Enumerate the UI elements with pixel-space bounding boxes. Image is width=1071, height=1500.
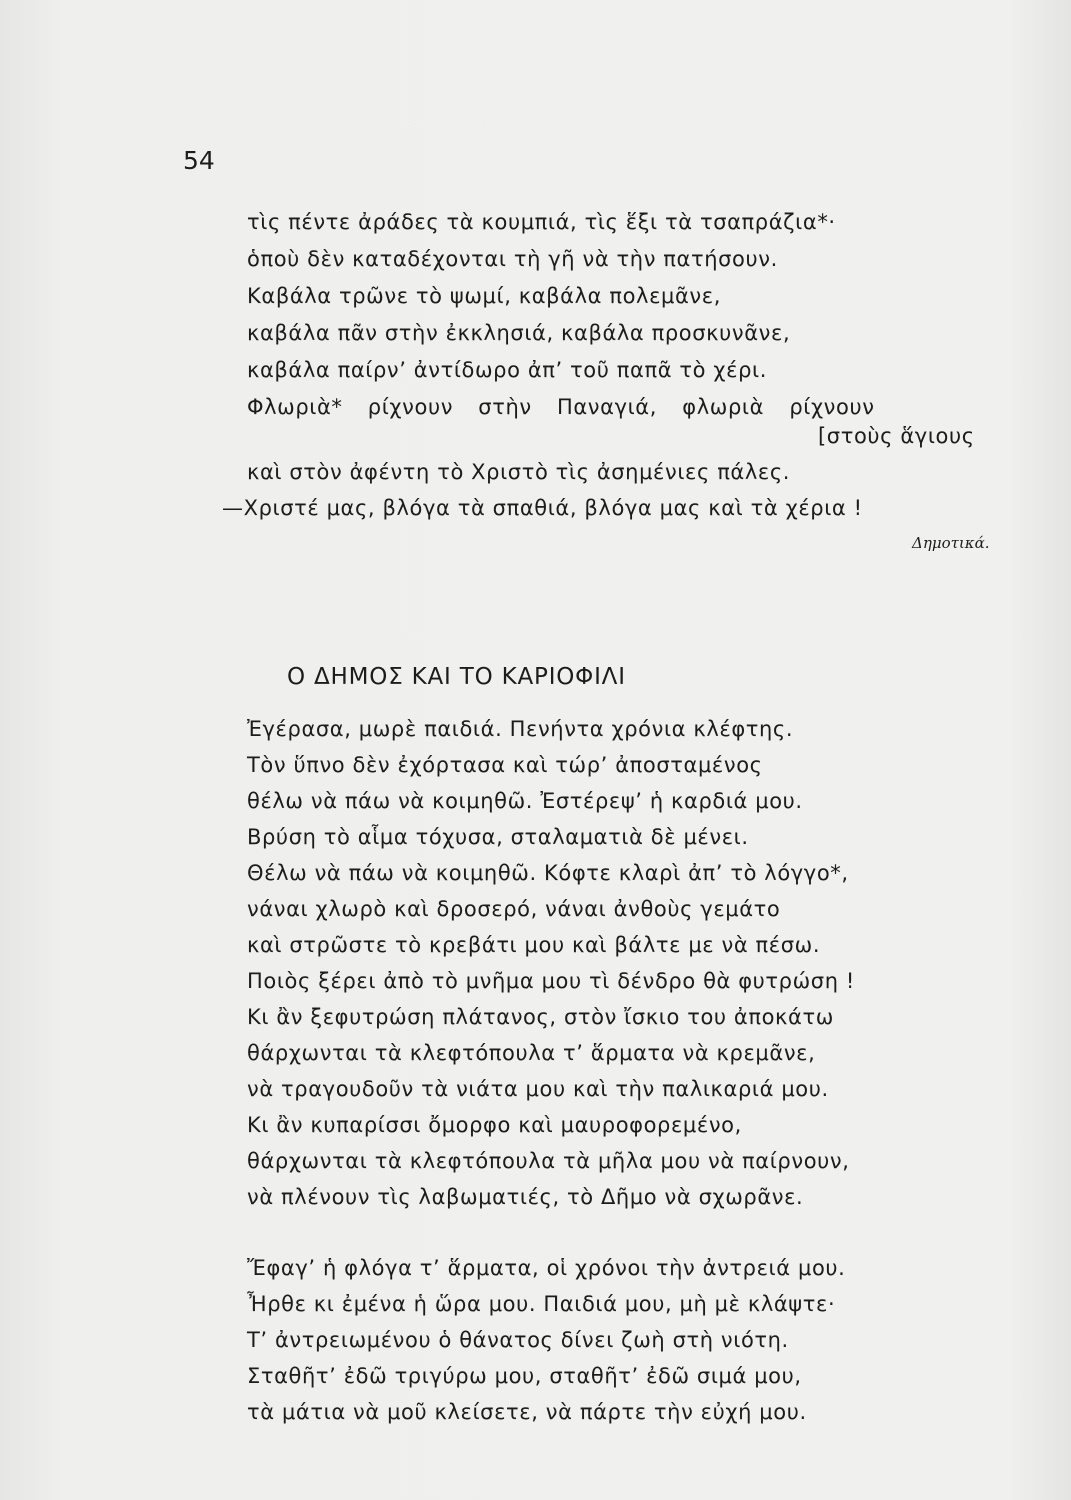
verse-line: Κι ἂν ξεφυτρώση πλάτανος, στὸν ἴσκιο του ἀποκάτω — [247, 1005, 834, 1029]
verse-line: Φλωριὰ* ρίχνουν στὴν Παναγιά, φλωριὰ ρίχνουν — [247, 395, 875, 419]
verse-line: καβάλα παίρν’ ἀντίδωρο ἀπ’ τοῦ παπᾶ τὸ χέρι. — [247, 358, 767, 382]
verse-line: τὰ μάτια νὰ μοῦ κλείσετε, νὰ πάρτε τὴν εὐχή μου. — [247, 1400, 807, 1424]
verse-line: Κι ἂν κυπαρίσσι ὄμορφο καὶ μαυροφορεμένο, — [247, 1113, 742, 1137]
verse-line: Ἐγέρασα, μωρὲ παιδιά. Πενήντα χρόνια κλέφτης. — [247, 717, 794, 741]
verse-line: τὶς πέντε ἀράδες τὰ κουμπιά, τὶς ἕξι τὰ τσαπράζια*· — [247, 210, 836, 234]
verse-line: Σταθῆτ’ ἐδῶ τριγύρω μου, σταθῆτ’ ἐδῶ σιμά μου, — [247, 1364, 802, 1388]
verse-line: νὰ τραγουδοῦν τὰ νιάτα μου καὶ τὴν παλικαριά μου. — [247, 1077, 829, 1101]
verse-line: καὶ στὸν ἀφέντη τὸ Χριστὸ τὶς ἀσημένιες πάλες. — [247, 460, 791, 484]
verse-line-overflow: [στοὺς ἅγιους — [818, 424, 975, 448]
verse-line: θάρχωνται τὰ κλεφτόπουλα τ’ ἅρματα νὰ κρεμᾶνε, — [247, 1041, 816, 1065]
verse-line: νάναι χλωρὸ καὶ δροσερό, νάναι ἀνθοὺς γεμάτο — [247, 897, 781, 921]
verse-line: Θέλω νὰ πάω νὰ κοιμηθῶ. Κόφτε κλαρὶ ἀπ’ τὸ λόγγο*, — [247, 861, 849, 885]
poem-title: Ο ΔΗΜΟΣ ΚΑΙ ΤΟ ΚΑΡΙΟΦΙΛΙ — [287, 664, 626, 690]
verse-line: θάρχωνται τὰ κλεφτόπουλα τὰ μῆλα μου νὰ παίρνουν, — [247, 1149, 850, 1173]
verse-line: καβάλα πᾶν στὴν ἐκκλησιά, καβάλα προσκυνᾶνε, — [247, 321, 791, 345]
verse-line: ὁποὺ δὲν καταδέχονται τὴ γῆ νὰ τὴν πατήσουν. — [247, 247, 778, 271]
verse-line: —Χριστέ μας, βλόγα τὰ σπαθιά, βλόγα μας καὶ τὰ χέρια ! — [222, 496, 863, 520]
verse-line: νὰ πλένουν τὶς λαβωματιές, τὸ Δῆμο νὰ σχωρᾶνε. — [247, 1185, 804, 1209]
verse-line: θέλω νὰ πάω νὰ κοιμηθῶ. Ἐστέρεψ’ ἡ καρδιά μου. — [247, 789, 803, 813]
verse-line: Τὸν ὕπνο δὲν ἐχόρτασα καὶ τώρ’ ἀποσταμένος — [247, 753, 763, 777]
verse-line: Ποιὸς ξέρει ἀπὸ τὸ μνῆμα μου τὶ δένδρο θὰ φυτρώση ! — [247, 969, 855, 993]
page-number: 54 — [183, 146, 215, 175]
source-signature: Δημοτικά. — [912, 534, 990, 552]
verse-line: Τ’ ἀντρειωμένου ὁ θάνατος δίνει ζωὴ στὴ νιότη. — [247, 1328, 789, 1352]
verse-line: Καβάλα τρῶνε τὸ ψωμί, καβάλα πολεμᾶνε, — [247, 284, 721, 308]
verse-line: Βρύση τὸ αἷμα τόχυσα, σταλαματιὰ δὲ μένει. — [247, 825, 749, 849]
verse-line: καὶ στρῶστε τὸ κρεβάτι μου καὶ βάλτε με νὰ πέσω. — [247, 933, 821, 957]
verse-line: Ἦρθε κι ἐμένα ἡ ὥρα μου. Παιδιά μου, μὴ μὲ κλάψτε· — [247, 1292, 836, 1316]
verse-line: Ἔφαγ’ ἡ φλόγα τ’ ἅρματα, οἱ χρόνοι τὴν ἀντρειά μου. — [247, 1256, 846, 1280]
